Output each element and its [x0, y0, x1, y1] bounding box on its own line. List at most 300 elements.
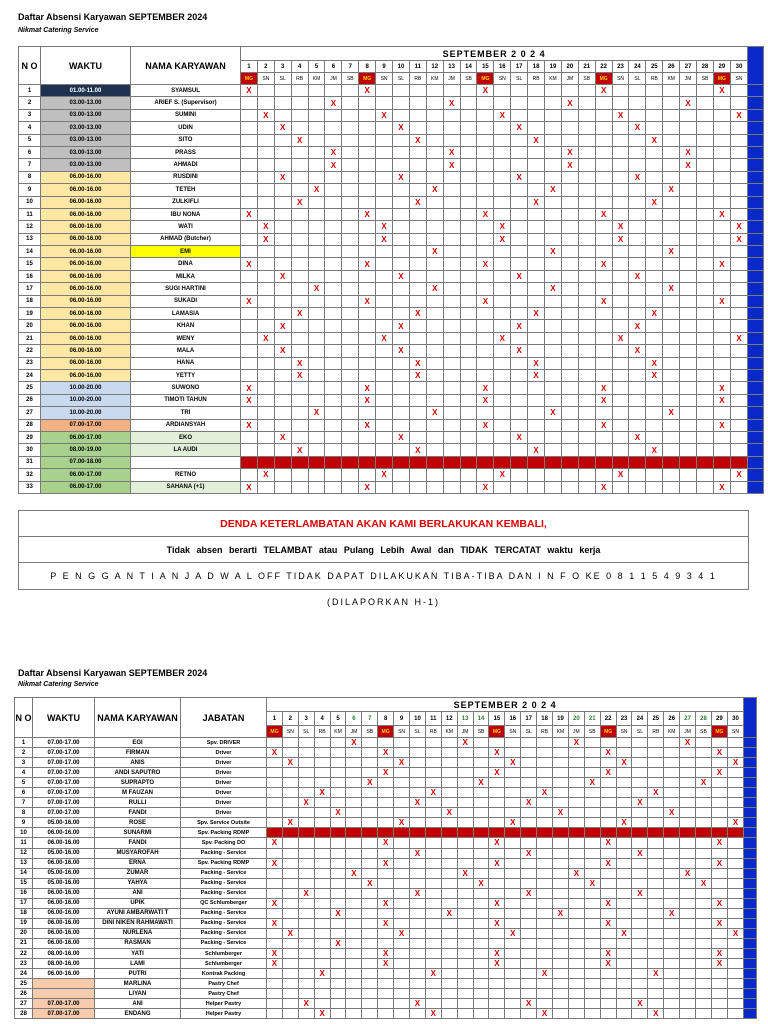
- day-cell: [241, 97, 258, 109]
- day-cell: [410, 948, 426, 958]
- day-number: 5: [330, 712, 346, 726]
- blue-margin-cell: [748, 444, 764, 456]
- day-cell: [274, 332, 291, 344]
- day-cell: [457, 898, 473, 908]
- day-cell: [553, 938, 569, 948]
- employee-name: LIYAN: [95, 989, 181, 999]
- day-cell: [409, 109, 426, 121]
- day-cell: [727, 999, 743, 1009]
- day-number: 18: [537, 712, 553, 726]
- day-cell: [511, 394, 528, 406]
- day-cell: [561, 357, 578, 369]
- shift-time: 05.00-16.00: [33, 868, 95, 878]
- day-cell: [553, 738, 569, 748]
- shift-time: 06.00-16.00: [33, 828, 95, 838]
- day-cell: [330, 928, 346, 938]
- day-cell: [257, 444, 274, 456]
- shift-time: 07.00-17.00: [33, 788, 95, 798]
- day-cell: [595, 407, 612, 419]
- day-cell: [697, 407, 714, 419]
- employee-row: [19, 332, 764, 344]
- day-off-mark: X: [378, 918, 394, 928]
- row-number: 26: [19, 394, 41, 406]
- day-cell: [711, 928, 727, 938]
- day-cell: [477, 122, 494, 134]
- day-off-mark: X: [477, 382, 494, 394]
- day-off-mark: X: [267, 748, 283, 758]
- day-cell: [494, 357, 511, 369]
- employee-name: UDIN: [131, 122, 241, 134]
- day-cell: [410, 868, 426, 878]
- day-cell: [443, 171, 460, 183]
- day-cell: [521, 808, 537, 818]
- day-number: 30: [727, 712, 743, 726]
- day-cell: [545, 357, 562, 369]
- day-cell: [489, 888, 505, 898]
- day-cell: [528, 456, 545, 468]
- day-cell: [394, 868, 410, 878]
- day-cell: [680, 382, 697, 394]
- day-cell: [460, 295, 477, 307]
- day-cell: [629, 419, 646, 431]
- day-off-mark: X: [393, 345, 410, 357]
- day-cell: [241, 320, 258, 332]
- shift-time: 06.00-16.00: [41, 221, 131, 233]
- day-cell: [521, 738, 537, 748]
- day-cell: [457, 808, 473, 818]
- day-cell: [646, 320, 663, 332]
- day-name: SN: [257, 73, 274, 85]
- day-cell: [376, 134, 393, 146]
- day-cell: [663, 171, 680, 183]
- day-off-mark: X: [489, 768, 505, 778]
- employee-row: [19, 357, 764, 369]
- day-cell: [342, 431, 359, 443]
- day-off-mark: X: [489, 959, 505, 969]
- day-off-mark: X: [711, 838, 727, 848]
- day-cell: [632, 838, 648, 848]
- day-cell: [553, 748, 569, 758]
- day-cell: [342, 122, 359, 134]
- day-off-mark: X: [378, 959, 394, 969]
- day-off-mark: X: [505, 758, 521, 768]
- day-cell: [697, 283, 714, 295]
- day-cell: [697, 258, 714, 270]
- day-cell: [612, 308, 629, 320]
- day-cell: [646, 295, 663, 307]
- day-number: 7: [362, 712, 378, 726]
- day-cell: [342, 407, 359, 419]
- day-cell: [376, 369, 393, 381]
- day-cell: [441, 738, 457, 748]
- day-off-mark: X: [477, 85, 494, 97]
- day-cell: [696, 808, 712, 818]
- day-cell: [359, 270, 376, 282]
- day-cell: [511, 407, 528, 419]
- job-title: Driver: [181, 808, 267, 818]
- day-cell: [394, 788, 410, 798]
- day-off-mark: X: [308, 407, 325, 419]
- employee-name: KHAN: [131, 320, 241, 332]
- day-cell: [711, 828, 727, 838]
- day-cell: [584, 898, 600, 908]
- day-cell: [267, 758, 283, 768]
- day-cell: [346, 928, 362, 938]
- day-cell: [376, 444, 393, 456]
- day-off-mark: X: [600, 748, 616, 758]
- shift-time: 07.00-17.00: [33, 738, 95, 748]
- day-cell: [241, 431, 258, 443]
- blue-margin-cell: [748, 270, 764, 282]
- day-cell: [274, 97, 291, 109]
- day-off-mark: X: [346, 868, 362, 878]
- day-off-mark: X: [378, 838, 394, 848]
- day-cell: [443, 419, 460, 431]
- day-cell: [616, 878, 632, 888]
- day-cell: [545, 469, 562, 481]
- day-cell: [578, 382, 595, 394]
- day-cell: [394, 888, 410, 898]
- day-cell: [727, 798, 743, 808]
- day-cell: [308, 246, 325, 258]
- day-cell: [696, 838, 712, 848]
- day-cell: [680, 888, 696, 898]
- employee-name: ZULKIFLI: [131, 196, 241, 208]
- day-cell: [457, 888, 473, 898]
- day-cell: [612, 320, 629, 332]
- day-cell: [584, 999, 600, 1009]
- day-cell: [314, 938, 330, 948]
- day-cell: [553, 858, 569, 868]
- day-cell: [664, 898, 680, 908]
- day-cell: [291, 469, 308, 481]
- day-cell: [426, 221, 443, 233]
- shift-time: 06.00-16.00: [33, 898, 95, 908]
- day-cell: [629, 295, 646, 307]
- day-cell: [578, 469, 595, 481]
- day-cell: [680, 184, 697, 196]
- day-cell: [584, 918, 600, 928]
- day-cell: [473, 828, 489, 838]
- day-name: RB: [314, 726, 330, 738]
- employee-name: SUWONO: [131, 382, 241, 394]
- day-cell: [298, 878, 314, 888]
- day-off-mark: X: [346, 738, 362, 748]
- day-number: 26: [664, 712, 680, 726]
- day-cell: [362, 828, 378, 838]
- day-cell: [568, 948, 584, 958]
- day-cell: [664, 788, 680, 798]
- employee-row: [15, 999, 757, 1009]
- day-cell: [257, 295, 274, 307]
- day-cell: [342, 394, 359, 406]
- day-cell: [489, 1009, 505, 1019]
- day-cell: [457, 959, 473, 969]
- day-cell: [511, 369, 528, 381]
- blue-margin-column: [748, 47, 764, 85]
- day-cell: [545, 332, 562, 344]
- blue-margin-cell: [744, 748, 757, 758]
- day-cell: [697, 431, 714, 443]
- day-cell: [489, 969, 505, 979]
- blue-margin-cell: [748, 146, 764, 158]
- day-cell: [330, 748, 346, 758]
- day-cell: [680, 134, 697, 146]
- day-cell: [612, 184, 629, 196]
- day-name: JM: [346, 726, 362, 738]
- day-cell: [298, 778, 314, 788]
- day-cell: [561, 246, 578, 258]
- day-cell: [330, 848, 346, 858]
- day-off-mark: X: [730, 109, 747, 121]
- day-cell: [730, 196, 747, 208]
- day-cell: [568, 768, 584, 778]
- day-cell: [410, 768, 426, 778]
- employee-row: [19, 97, 764, 109]
- day-cell: [648, 858, 664, 868]
- row-number: 21: [19, 332, 41, 344]
- day-cell: [409, 431, 426, 443]
- day-off-mark: X: [632, 999, 648, 1009]
- day-off-mark: X: [291, 369, 308, 381]
- shift-time: 06.00-17.00: [41, 469, 131, 481]
- day-cell: [578, 134, 595, 146]
- day-cell: [646, 221, 663, 233]
- day-cell: [325, 109, 342, 121]
- day-name: KM: [330, 726, 346, 738]
- day-off-mark: X: [308, 283, 325, 295]
- day-cell: [578, 345, 595, 357]
- day-cell: [298, 918, 314, 928]
- day-cell: [511, 481, 528, 493]
- day-cell: [494, 283, 511, 295]
- day-cell: [346, 808, 362, 818]
- day-off-mark: X: [511, 345, 528, 357]
- day-cell: [346, 858, 362, 868]
- day-cell: [680, 928, 696, 938]
- day-cell: [274, 159, 291, 171]
- day-off-mark: X: [629, 270, 646, 282]
- day-cell: [267, 878, 283, 888]
- day-name: SL: [274, 73, 291, 85]
- doc1-title: Daftar Absensi Karyawan SEPTEMBER 2024: [18, 12, 208, 22]
- day-cell: [359, 320, 376, 332]
- day-cell: [537, 928, 553, 938]
- day-cell: [537, 918, 553, 928]
- day-cell: [629, 369, 646, 381]
- day-number: 24: [632, 712, 648, 726]
- day-off-mark: X: [241, 85, 258, 97]
- day-cell: [595, 270, 612, 282]
- day-cell: [257, 122, 274, 134]
- day-cell: [441, 748, 457, 758]
- day-cell: [425, 938, 441, 948]
- day-cell: [274, 456, 291, 468]
- day-off-mark: X: [489, 948, 505, 958]
- no-header: N O: [19, 47, 41, 85]
- employee-name: FANDI: [95, 808, 181, 818]
- day-cell: [663, 196, 680, 208]
- day-cell: [460, 134, 477, 146]
- day-cell: [282, 969, 298, 979]
- day-cell: [680, 481, 697, 493]
- day-off-mark: X: [646, 308, 663, 320]
- day-cell: [505, 768, 521, 778]
- row-number: 16: [19, 270, 41, 282]
- day-cell: [646, 122, 663, 134]
- day-cell: [612, 431, 629, 443]
- day-number: 1: [241, 61, 258, 73]
- day-number: 8: [378, 712, 394, 726]
- day-off-mark: X: [521, 888, 537, 898]
- day-cell: [632, 738, 648, 748]
- blue-margin-cell: [744, 918, 757, 928]
- day-cell: [425, 838, 441, 848]
- day-off-mark: X: [561, 97, 578, 109]
- day-number: 4: [314, 712, 330, 726]
- day-off-mark: X: [330, 808, 346, 818]
- day-cell: [376, 283, 393, 295]
- day-cell: [409, 320, 426, 332]
- day-name: KM: [441, 726, 457, 738]
- day-number: 17: [521, 712, 537, 726]
- day-cell: [267, 989, 283, 999]
- day-cell: [457, 828, 473, 838]
- day-cell: [528, 394, 545, 406]
- day-cell: [730, 146, 747, 158]
- day-cell: [378, 738, 394, 748]
- day-cell: [441, 948, 457, 958]
- day-cell: [359, 308, 376, 320]
- day-cell: [443, 184, 460, 196]
- day-cell: [494, 122, 511, 134]
- day-cell: [713, 308, 730, 320]
- day-cell: [545, 345, 562, 357]
- day-name: SL: [521, 726, 537, 738]
- shift-time: 03.00-13.00: [41, 159, 131, 171]
- day-cell: [680, 85, 697, 97]
- day-name: KM: [308, 73, 325, 85]
- day-cell: [663, 122, 680, 134]
- employee-name: ARDIANSYAH: [131, 419, 241, 431]
- day-cell: [257, 208, 274, 220]
- day-cell: [330, 778, 346, 788]
- day-off-mark: X: [696, 778, 712, 788]
- schedule-change-notice: P E N G G A N T I A N J A D W A L OFF TIDAK DAPAT DILAKUKAN TIBA-TIBA DAN I N F O KE 0 8 1 1 5 4 9 3 4 1 (DILAPORKAN H-1): [50, 571, 717, 607]
- day-cell: [342, 320, 359, 332]
- day-off-mark: X: [393, 171, 410, 183]
- day-cell: [680, 848, 696, 858]
- day-cell: [730, 407, 747, 419]
- day-cell: [376, 146, 393, 158]
- day-cell: [727, 738, 743, 748]
- day-cell: [632, 808, 648, 818]
- day-cell: [545, 431, 562, 443]
- day-off-mark: X: [713, 481, 730, 493]
- day-cell: [600, 788, 616, 798]
- day-cell: [629, 283, 646, 295]
- day-cell: [568, 818, 584, 828]
- day-cell: [473, 768, 489, 778]
- day-cell: [680, 798, 696, 808]
- day-cell: [425, 858, 441, 868]
- day-cell: [359, 469, 376, 481]
- day-cell: [612, 407, 629, 419]
- day-cell: [425, 738, 441, 748]
- day-cell: [409, 246, 426, 258]
- day-cell: [505, 989, 521, 999]
- day-cell: [561, 258, 578, 270]
- day-name: JM: [443, 73, 460, 85]
- row-number: 10: [15, 828, 33, 838]
- day-cell: [410, 959, 426, 969]
- day-cell: [473, 838, 489, 848]
- day-cell: [505, 808, 521, 818]
- day-cell: [646, 85, 663, 97]
- day-cell: [505, 969, 521, 979]
- day-off-mark: X: [359, 382, 376, 394]
- day-off-mark: X: [409, 357, 426, 369]
- day-cell: [308, 109, 325, 121]
- day-cell: [578, 159, 595, 171]
- day-cell: [680, 407, 697, 419]
- day-off-mark: X: [545, 407, 562, 419]
- day-cell: [394, 828, 410, 838]
- shift-time: 06.00-16.00: [33, 928, 95, 938]
- day-cell: [282, 848, 298, 858]
- blue-margin-cell: [744, 828, 757, 838]
- day-cell: [727, 979, 743, 989]
- job-title: Packing - Service: [181, 908, 267, 918]
- day-cell: [394, 748, 410, 758]
- day-cell: [561, 369, 578, 381]
- day-cell: [632, 828, 648, 838]
- day-cell: [325, 208, 342, 220]
- day-cell: [595, 196, 612, 208]
- day-cell: [425, 898, 441, 908]
- day-cell: [713, 122, 730, 134]
- day-cell: [393, 146, 410, 158]
- day-cell: [342, 357, 359, 369]
- shift-time: 07.00-17.00: [33, 758, 95, 768]
- day-cell: [612, 481, 629, 493]
- day-off-mark: X: [393, 122, 410, 134]
- day-cell: [696, 908, 712, 918]
- day-cell: [545, 481, 562, 493]
- day-cell: [537, 838, 553, 848]
- day-off-mark: X: [394, 758, 410, 768]
- day-off-mark: X: [410, 798, 426, 808]
- day-cell: [342, 184, 359, 196]
- day-cell: [426, 394, 443, 406]
- day-cell: [697, 221, 714, 233]
- day-off-mark: X: [308, 184, 325, 196]
- day-cell: [505, 1009, 521, 1019]
- day-cell: [528, 146, 545, 158]
- day-cell: [545, 159, 562, 171]
- row-number: 12: [15, 848, 33, 858]
- day-cell: [378, 778, 394, 788]
- day-cell: [663, 85, 680, 97]
- day-cell: [393, 295, 410, 307]
- day-cell: [664, 748, 680, 758]
- day-cell: [727, 828, 743, 838]
- day-cell: [680, 456, 697, 468]
- blue-margin-cell: [744, 979, 757, 989]
- day-cell: [409, 345, 426, 357]
- blue-margin-cell: [744, 798, 757, 808]
- employee-row: [19, 208, 764, 220]
